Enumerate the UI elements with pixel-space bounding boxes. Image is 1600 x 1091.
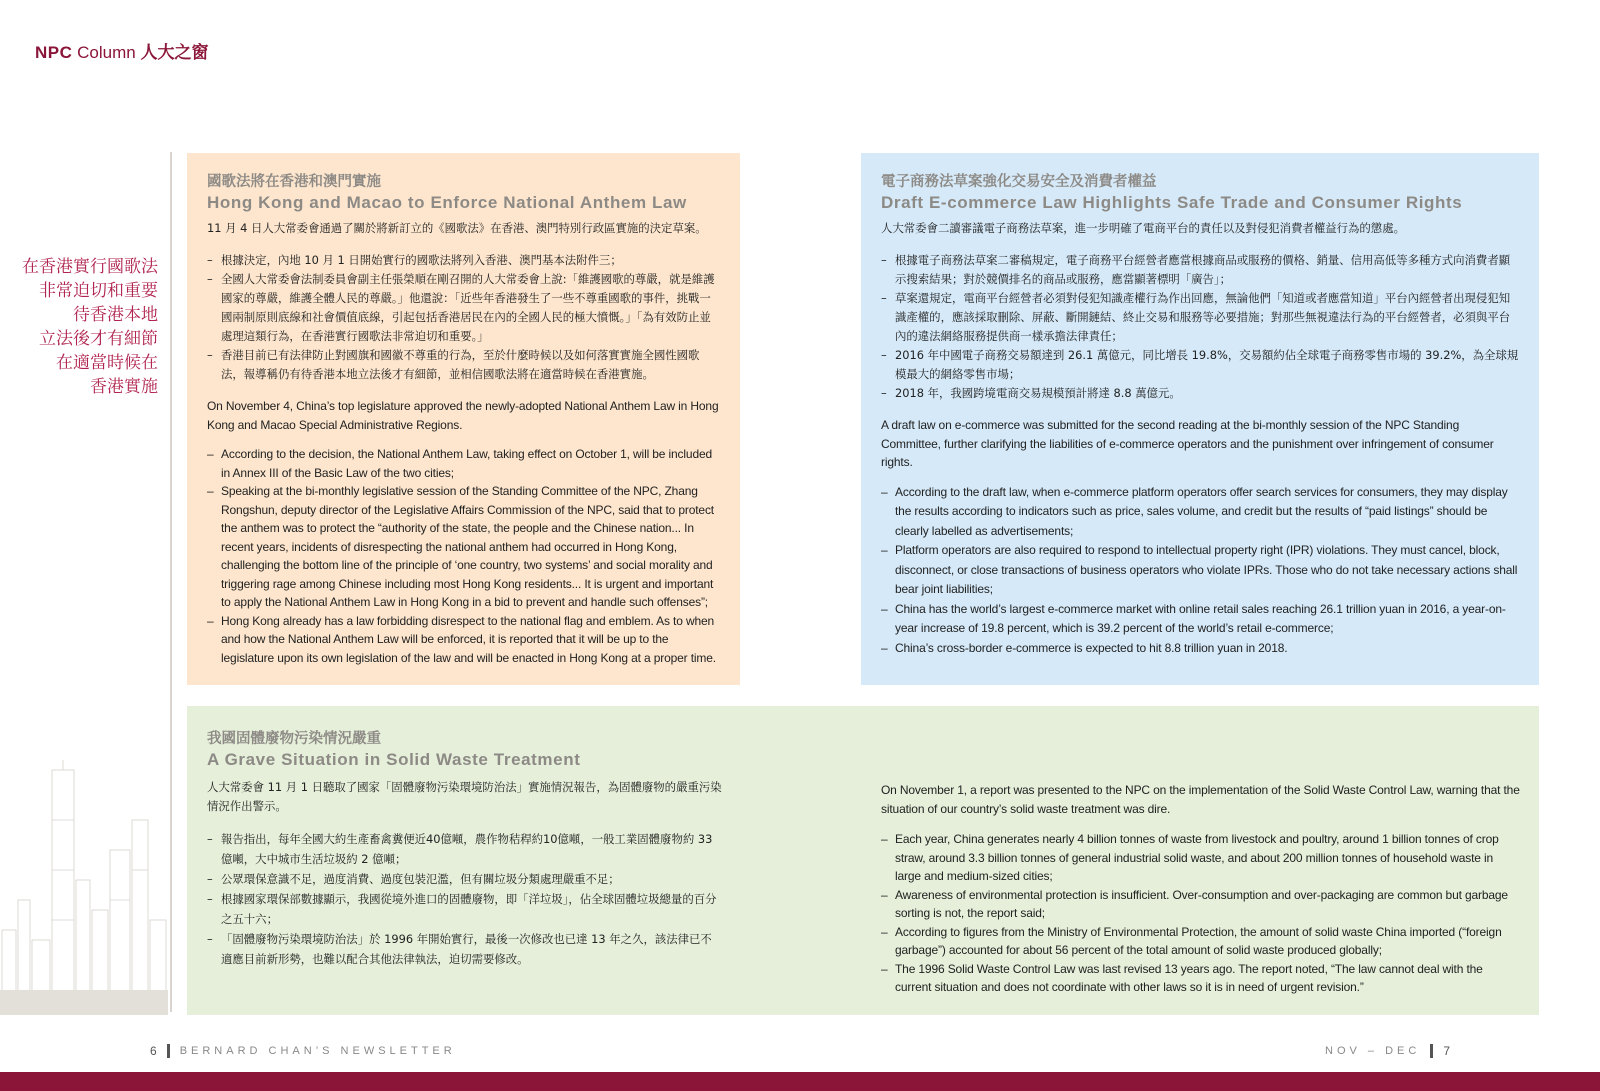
page-number-left: 6 xyxy=(150,1044,157,1058)
brand-npc: NPC xyxy=(35,43,73,62)
article-national-anthem xyxy=(187,153,740,685)
header-brand xyxy=(35,38,208,63)
list-item: – According to the draft law, when e-commerce platform operators offer search services for consumers, they may display the results according to indicators such as price, sales volume, and credit but the results of “paid listings” should be clearly labelled as advertisements; xyxy=(881,483,1521,542)
list-item: – China’s cross-border e-commerce is expected to hit 8.8 trillion yuan in 2018. xyxy=(881,639,1521,659)
article-title-cn: 我國固體廢物污染情況嚴重 xyxy=(207,731,381,747)
list-item: – Platform operators are also required to respond to intellectual property right (IPR) violations. They must cancel, block, disconnect, or close transactions of business operators who violate IPRs. Those who do not take necessary actions shall bear joint liabilities; xyxy=(881,541,1521,600)
pull-quote xyxy=(10,255,158,399)
pull-quote-line: 待香港本地 xyxy=(73,305,158,325)
list-item: – 2016 年中國電子商務交易額達到 26.1 萬億元，同比增長 19.8%，交易額約佔全球電子商務零售市場的 39.2%，為全球規模最大的網絡零售市場； xyxy=(881,346,1521,384)
list-item: – 根據國家環保部數據顯示，我國從境外進口的固體廢物，即「洋垃圾」，佔全球固體垃圾總量的百分之五十六； xyxy=(207,889,722,929)
footer-left xyxy=(150,1044,456,1058)
list-item: – 全國人大常委會法制委員會副主任張榮順在剛召開的人大常委會上說:「維護國歌的尊嚴，就是維護國家的尊嚴，維護全體人民的尊嚴。」他還說：「近些年香港發生了一些不尊重國歌的事件，挑戰一國兩制原則底線和社會價值底線，引起包括香港居民在內的全國人民的極大憤慨。」「為有效防止並處理這類行為，在香港實行國歌法非常迫切和重要。」 xyxy=(207,270,722,346)
article-intro-cn: 11 月 4 日人大常委會通過了關於將新訂立的《國歌法》在香港、澳門特別行政區實施的決定草案。 xyxy=(207,221,707,235)
bottom-band xyxy=(0,1072,1600,1091)
footer-newsletter-title: BERNARD CHAN’S NEWSLETTER xyxy=(179,1045,456,1057)
list-item: – Each year, China generates nearly 4 billion tonnes of waste from livestock and poultry, around 1 billion tonnes of crop straw, around 3.3 billion tonnes of general industrial solid waste, and about 200 million tonnes of household waste in large and medium-sized cities; xyxy=(881,830,1521,886)
article-bullets-en xyxy=(881,830,1521,997)
article-intro-cn: 人大常委會 11 月 1 日聽取了國家「固體廢物污染環境防治法」實施情況報告，為固體廢物的嚴重污染情況作出警示。 xyxy=(207,780,722,813)
list-item: – 公眾環保意識不足，過度消費、過度包裝氾濫，但有關垃圾分類處理嚴重不足； xyxy=(207,869,722,889)
list-item: – China has the world’s largest e-commerce market with online retail sales reaching 26.1 trillion yuan in 2016, a year-on-year increase of 19.8 percent, which is 39.2 percent of the world’s retail e-commerce; xyxy=(881,600,1521,639)
article-title-cn: 國歌法將在香港和澳門實施 xyxy=(207,174,381,190)
list-item: – Speaking at the bi-monthly legislative session of the Standing Committee of the NPC, Zhang Rongshun, deputy director of the Legislative Affairs Commission of the NPC, said that to protect the anthem was to protect the “authority of the state, the people and the Chinese nation... In recent years, incidents of disrespecting the national anthem had occurred in Hong Kong, challenging the bottom line of the principle of ‘one country, two systems’ and social morality and triggering rage among Chinese including most Hong Kong residents... It is urgent and important to apply the National Anthem Law in Hong Kong in a bid to prevent and handle such offenses”; xyxy=(207,482,722,612)
list-item: – 2018 年，我國跨境電商交易規模預計將達 8.8 萬億元。 xyxy=(881,384,1521,403)
footer-right xyxy=(1325,1044,1450,1058)
list-item: – According to figures from the Ministry of Environmental Protection, the amount of solid waste China imported (“foreign garbage”) accounted for about 56 percent of the total amount of solid waste produced globally; xyxy=(881,923,1521,960)
list-item: – 香港目前已有法律防止對國旗和國徽不尊重的行為，至於什麼時候以及如何落實實施全國性國歌法，報導稱仍有待香港本地立法後才有細節，並相信國歌法將在適當時候在香港實施。 xyxy=(207,346,722,384)
brand-cn: 人大之窗 xyxy=(140,43,209,62)
article-bullets-cn xyxy=(207,829,722,969)
article-intro-cn: 人大常委會二讀審議電子商務法草案，進一步明確了電商平台的責任以及對侵犯消費者權益行為的懲處。 xyxy=(881,221,1405,235)
pull-quote-line: 在香港實行國歌法 xyxy=(22,257,158,277)
skyline-illustration xyxy=(0,760,168,1015)
article-bullets-cn xyxy=(881,251,1521,403)
pull-quote-line: 香港實施 xyxy=(90,377,158,397)
list-item: – Hong Kong already has a law forbidding disrespect to the national flag and emblem. As to when and how the National Anthem Law will be enforced, it is reported that it will be up to the legislature upon its own legislation of the law and will be enacted in Hong Kong at a proper time. xyxy=(207,612,722,668)
footer-separator xyxy=(1430,1044,1433,1058)
article-title-en: Draft E-commerce Law Highlights Safe Trade and Consumer Rights xyxy=(881,193,1463,212)
article-bullets-en xyxy=(881,483,1521,659)
article-title-cn: 電子商務法草案強化交易安全及消費者權益 xyxy=(881,174,1157,190)
list-item: – 報告指出，每年全國大約生產畜禽糞便近40億噸，農作物秸稈約10億噸，一般工業固體廢物約 33 億噸，大中城市生活垃圾約 2 億噸； xyxy=(207,829,722,869)
pull-quote-line: 非常迫切和重要 xyxy=(39,281,158,301)
article-bullets-cn xyxy=(207,251,722,384)
footer-separator xyxy=(167,1044,170,1058)
list-item: – 根據決定，內地 10 月 1 日開始實行的國歌法將列入香港、澳門基本法附件三； xyxy=(207,251,722,270)
article-ecommerce-law xyxy=(861,153,1539,685)
brand-column: Column xyxy=(77,43,136,62)
list-item: – 根據電子商務法草案二審稿規定，電子商務平台經營者應當根據商品或服務的價格、銷量、信用高低等多種方式向消費者顯示搜索結果；對於競價排名的商品或服務，應當顯著標明「廣告」； xyxy=(881,251,1521,289)
article-title-en: Hong Kong and Macao to Enforce National Anthem Law xyxy=(207,193,687,212)
article-intro-en: A draft law on e-commerce was submitted for the second reading at the bi-monthly session of the NPC Standing Committee, further clarifying the liabilities of e-commerce operators and the punishment over infringement of consumer rights. xyxy=(881,418,1494,469)
list-item: – According to the decision, the National Anthem Law, taking effect on October 1, will be included in Annex III of the Basic Law of the two cities; xyxy=(207,445,722,482)
article-solid-waste xyxy=(187,706,1539,1015)
list-item: – The 1996 Solid Waste Control Law was last revised 13 years ago. The report noted, “The law cannot deal with the current situation and does not coordinate with other laws so it is in need of urgent revision.” xyxy=(881,960,1521,997)
pull-quote-line: 在適當時候在 xyxy=(56,353,158,373)
vertical-divider xyxy=(170,152,172,1012)
pull-quote-line: 立法後才有細節 xyxy=(39,329,158,349)
list-item: – Awareness of environmental protection is insufficient. Over-consumption and over-packaging are common but garbage sorting is not, the report said; xyxy=(881,886,1521,923)
article-intro-en: On November 4, China’s top legislature approved the newly-adopted National Anthem Law in Hong Kong and Macao Special Administrative Regions. xyxy=(207,399,719,432)
footer-issue-date: NOV – DEC xyxy=(1325,1045,1421,1057)
article-intro-en: On November 1, a report was presented to the NPC on the implementation of the Solid Waste Control Law, warning that the situation of our country’s solid waste treatment was dire. xyxy=(881,783,1520,816)
article-title-en: A Grave Situation in Solid Waste Treatment xyxy=(207,750,581,769)
list-item: – 草案還規定，電商平台經營者必須對侵犯知識產權行為作出回應，無論他們「知道或者應當知道」平台內經營者出現侵犯知識產權的，應該採取刪除、屏蔽、斷開鏈結、終止交易和服務等必要措施；對那些無視違法行為的平台經營者，必須與平台內的違法網絡服務提供商一樣承擔法律責任； xyxy=(881,289,1521,346)
list-item: – 「固體廢物污染環境防治法」於 1996 年開始實行，最後一次修改也已達 13 年之久，該法律已不適應目前新形勢，也難以配合其他法律執法，迫切需要修改。 xyxy=(207,929,722,969)
page-number-right: 7 xyxy=(1443,1044,1450,1058)
article-bullets-en xyxy=(207,445,722,667)
